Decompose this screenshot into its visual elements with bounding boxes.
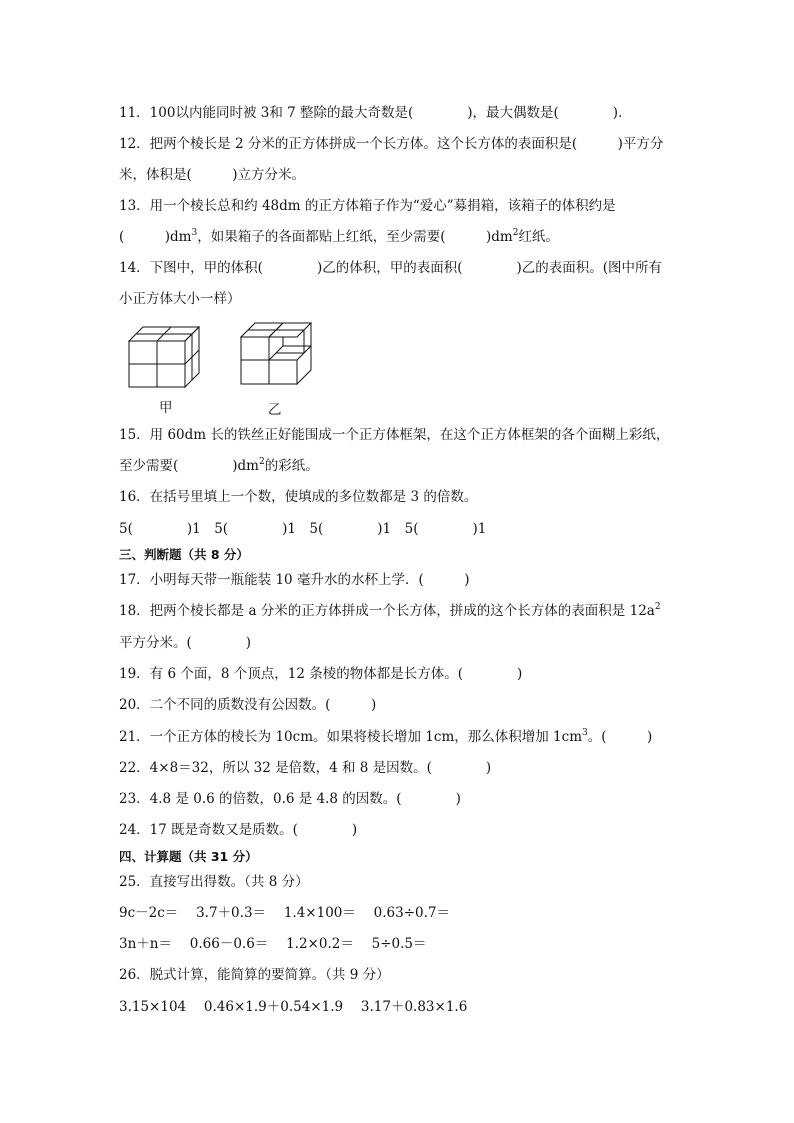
question-16-line-2: 5( )1 5( )1 5( )1 5( )1 xyxy=(119,521,487,537)
question-12-line-2: 米，体积是( )立方分米。 xyxy=(119,167,306,183)
q13-part-3: 红纸。 xyxy=(518,229,559,245)
question-16-line-1: 16．在括号里填上一个数，使填成的多位数都是 3 的倍数。 xyxy=(119,489,478,505)
question-21 xyxy=(119,728,652,746)
figure-a-label: 甲 xyxy=(159,400,173,416)
q13-part-2: ，如果箱子的各面都贴上红纸，至少需要( )dm xyxy=(197,229,513,245)
superscript-3: 3 xyxy=(191,228,198,238)
section-3-heading: 三、判断题（共 8 分） xyxy=(119,547,249,562)
question-12-line-1: 12．把两个棱长是 2 分米的正方体拼成一个长方体。这个长方体的表面积是( )平方分 xyxy=(119,136,664,152)
superscript-2: 2 xyxy=(512,228,519,238)
question-13-line-2 xyxy=(119,228,559,246)
question-15-line-2 xyxy=(119,457,319,475)
q15-part-2: 的彩纸。 xyxy=(264,458,319,474)
q15-part-1: 至少需要( )dm xyxy=(119,458,259,474)
question-19: 19．有 6 个面，8 个顶点，12 条棱的物体都是长方体。( ) xyxy=(119,666,523,682)
question-26: 26．脱式计算，能简算的要简算。（共 9 分） xyxy=(119,967,390,983)
q21-part-1: 21．一个正方体的棱长为 10cm。如果将棱长增加 1cm，那么体积增加 1cm xyxy=(119,729,582,745)
question-23: 23．4.8 是 0.6 的倍数，0.6 是 4.8 的因数。( ) xyxy=(119,791,461,807)
cube-figure-b xyxy=(238,320,318,388)
figure-b-label: 乙 xyxy=(268,402,282,418)
question-14-line-1: 14．下图中，甲的体积( )乙的体积，甲的表面积( )乙的表面积。(图中所有 xyxy=(119,260,663,276)
question-20: 20．二个不同的质数没有公因数。( ) xyxy=(119,697,377,713)
q21-part-2: 。( ) xyxy=(587,729,653,745)
question-14-line-2: 小正方体大小一样） xyxy=(119,291,241,307)
section-4-heading: 四、计算题（共 31 分） xyxy=(119,849,258,864)
question-18-line-1 xyxy=(119,602,661,620)
question-13-line-1: 13．用一个棱长总和约 48dm 的正方体箱子作为“爱心”募捐箱，该箱子的体积约是 xyxy=(119,198,616,214)
q18-part-1: 18．把两个棱长都是 a 分米的正方体拼成一个长方体，拼成的这个长方体的表面积是 12a xyxy=(119,603,655,619)
q13-part-1: ( )dm xyxy=(119,229,192,245)
superscript-3: 3 xyxy=(582,728,588,738)
question-15-line-1: 15．用 60dm 长的铁丝正好能围成一个正方体框架，在这个正方体框架的各个面糊上彩纸， xyxy=(119,427,670,443)
superscript-2: 2 xyxy=(258,457,265,467)
question-17: 17．小明每天带一瓶能装 10 毫升水的水杯上学．( ) xyxy=(119,572,470,588)
question-18-line-2: 平方分米。( ) xyxy=(119,635,252,651)
question-11: 11．100以内能同时被 3和 7 整除的最大奇数是( )，最大偶数是( )． xyxy=(119,105,632,121)
question-26-row-1: 3.15×104 0.46×1.9＋0.54×1.9 3.17＋0.83×1.6 xyxy=(119,999,468,1015)
question-24: 24．17 既是奇数又是质数。( ) xyxy=(119,822,358,838)
superscript-2: 2 xyxy=(654,602,661,612)
question-22: 22．4×8＝32，所以 32 是倍数，4 和 8 是因数。( ) xyxy=(119,760,492,776)
question-25-row-2: 3n＋n＝ 0.66－0.6＝ 1.2×0.2＝ 5÷0.5＝ xyxy=(119,936,427,952)
question-25-row-1: 9c－2c＝ 3.7＋0.3＝ 1.4×100＝ 0.63÷0.7＝ xyxy=(119,905,451,921)
cube-figure-a xyxy=(126,322,206,390)
question-25: 25．直接写出得数。（共 8 分） xyxy=(119,874,309,890)
